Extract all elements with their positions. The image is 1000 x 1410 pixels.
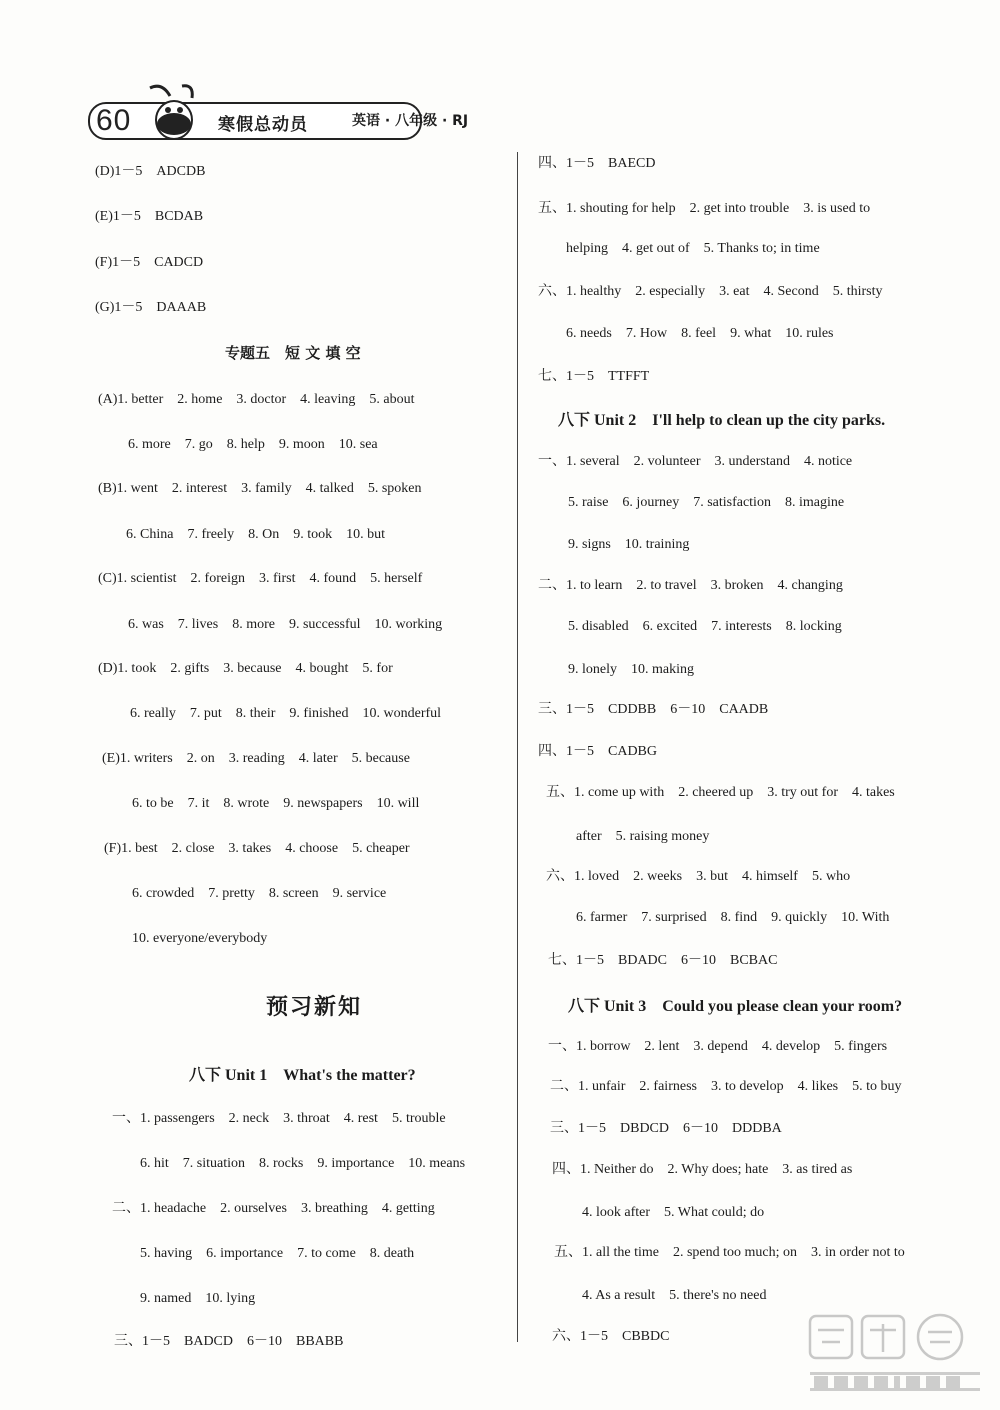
answer-line: (D)1. took 2. gifts 3. because 4. bought 5. for bbox=[98, 661, 393, 676]
answer-line: 三、1－5 CDDBB 6－10 CAADB bbox=[538, 702, 769, 717]
answer-line: 三、1－5 BADCD 6－10 BBABB bbox=[114, 1334, 344, 1349]
answer-line: 二、1. to learn 2. to travel 3. broken 4. changing bbox=[538, 578, 843, 593]
answer-line: 5. raise 6. journey 7. satisfaction 8. imagine bbox=[568, 495, 845, 510]
answer-line: (E)1. writers 2. on 3. reading 4. later 5. because bbox=[102, 751, 410, 766]
answer-line: 4. look after 5. What could; do bbox=[582, 1205, 765, 1220]
answer-line: 五、1. come up with 2. cheered up 3. try out for 4. takes bbox=[546, 785, 895, 800]
page-number: 60 bbox=[96, 104, 132, 137]
answer-line: helping 4. get out of 5. Thanks to; in time bbox=[566, 241, 820, 256]
answer-line: 三、1－5 DBDCD 6－10 DDDBA bbox=[550, 1121, 782, 1136]
answer-line: 6. needs 7. How 8. feel 9. what 10. rules bbox=[566, 326, 834, 341]
page-header bbox=[88, 80, 508, 144]
unit-title: 八下 Unit 1 What's the matter? bbox=[189, 1067, 416, 1084]
answer-line: 一、1. several 2. volunteer 3. understand 4. notice bbox=[538, 454, 853, 469]
answer-line: 6. to be 7. it 8. wrote 9. newspapers 10. will bbox=[132, 796, 420, 811]
answer-line: after 5. raising money bbox=[576, 829, 710, 844]
answer-line: 6. more 7. go 8. help 9. moon 10. sea bbox=[128, 437, 378, 452]
subject-grade: 英语 · 八年级 · RJ bbox=[352, 113, 469, 129]
answer-line: 六、1－5 CBBDC bbox=[552, 1329, 670, 1344]
answer-line: 四、1－5 CADBG bbox=[538, 744, 658, 759]
mascot-icon bbox=[142, 80, 202, 142]
answer-line: 6. hit 7. situation 8. rocks 9. importance 10. means bbox=[140, 1156, 466, 1171]
answer-line: 6. farmer 7. surprised 8. find 9. quickly 10. With bbox=[576, 910, 890, 925]
unit-title: 八下 Unit 2 I'll help to clean up the city parks. bbox=[558, 412, 886, 429]
answer-line: (D)1－5 ADCDB bbox=[95, 164, 206, 179]
answer-line: 一、1. borrow 2. lent 3. depend 4. develop 5. fingers bbox=[548, 1039, 888, 1054]
answer-line: 四、1. Neither do 2. Why does; hate 3. as tired as bbox=[552, 1162, 853, 1177]
answer-line: 六、1. loved 2. weeks 3. but 4. himself 5. who bbox=[546, 869, 851, 884]
answer-line: 一、1. passengers 2. neck 3. throat 4. rest 5. trouble bbox=[112, 1111, 446, 1126]
answer-line: 七、1－5 TTFFT bbox=[538, 369, 650, 384]
answer-line: (F)1－5 CADCD bbox=[95, 255, 204, 270]
answer-line: 二、1. headache 2. ourselves 3. breathing 4. getting bbox=[112, 1201, 435, 1216]
answer-line: 六、1. healthy 2. especially 3. eat 4. Second 5. thirsty bbox=[538, 284, 883, 299]
answer-line: 9. signs 10. training bbox=[568, 537, 690, 552]
answer-line: 五、1. all the time 2. spend too much; on 3. in order not to bbox=[554, 1245, 905, 1260]
answer-line: 5. having 6. importance 7. to come 8. death bbox=[140, 1246, 415, 1261]
watermark-logo bbox=[800, 1310, 990, 1405]
series-title: 寒假总动员 bbox=[218, 115, 308, 135]
answer-line: 二、1. unfair 2. fairness 3. to develop 4. likes 5. to buy bbox=[550, 1079, 902, 1094]
answer-line: 10. everyone/everybody bbox=[132, 931, 268, 946]
unit-title: 八下 Unit 3 Could you please clean your room? bbox=[568, 998, 903, 1015]
answer-line: 6. China 7. freely 8. On 9. took 10. but bbox=[126, 527, 385, 542]
answer-line: 9. named 10. lying bbox=[140, 1291, 256, 1306]
answer-line: 6. crowded 7. pretty 8. screen 9. service bbox=[132, 886, 387, 901]
answer-line: (G)1－5 DAAAB bbox=[95, 300, 207, 315]
answer-line: 四、1－5 BAECD bbox=[538, 156, 656, 171]
answer-line: (E)1－5 BCDAB bbox=[95, 209, 204, 224]
answer-line: (B)1. went 2. interest 3. family 4. talked 5. spoken bbox=[98, 481, 422, 496]
answer-line: 七、1－5 BDADC 6－10 BCBAC bbox=[548, 953, 778, 968]
answer-line: 6. was 7. lives 8. more 9. successful 10. working bbox=[128, 617, 443, 632]
preview-title: 预习新知 bbox=[266, 995, 363, 1020]
answer-line: (C)1. scientist 2. foreign 3. first 4. found 5. herself bbox=[98, 571, 423, 586]
answer-line: 五、1. shouting for help 2. get into trouble 3. is used to bbox=[538, 201, 871, 216]
answer-line: (F)1. best 2. close 3. takes 4. choose 5. cheaper bbox=[104, 841, 410, 856]
answer-line: 9. lonely 10. making bbox=[568, 662, 694, 677]
section-title: 专题五 短 文 填 空 bbox=[225, 344, 361, 362]
answer-line: (A)1. better 2. home 3. doctor 4. leaving 5. about bbox=[98, 392, 415, 407]
answer-line: 5. disabled 6. excited 7. interests 8. locking bbox=[568, 619, 842, 634]
answer-line: 6. really 7. put 8. their 9. finished 10. wonderful bbox=[130, 706, 442, 721]
column-divider bbox=[517, 152, 518, 1342]
answer-line: 4. As a result 5. there's no need bbox=[582, 1288, 767, 1303]
